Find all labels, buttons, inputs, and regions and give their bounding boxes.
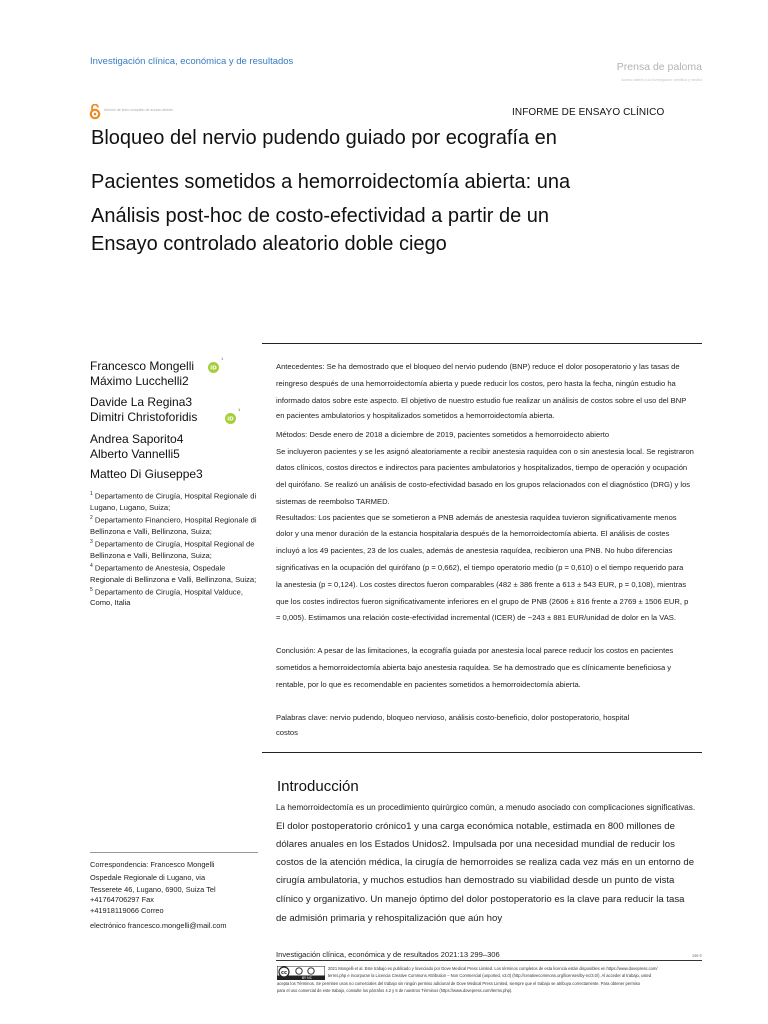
open-access-note: Artículo de texto completo de acceso abierto (104, 108, 174, 112)
article-title-line: Bloqueo del nervio pudendo guiado por ecografía en (91, 127, 557, 149)
abstract-line: la anestesia (p = 0,124). Los costes directos fueron comparables (482 ± 386 frente a 613 ± 543 EUR, p = 0,108), mientras (276, 580, 687, 589)
abstract-line: rentable, por lo que es recomendable en pacientes sometidos a hemorroidectomía abierta. (276, 680, 581, 689)
intro-line: La hemorroidectomía es un procedimiento quirúrgico común, a menudo asociado con complicaciones significativas. (276, 803, 696, 812)
license-line: para el uso comercial de este trabajo, consulte los párrafos 4.2 y 5 de nuestros Términos (https://www.dovepress.com/terms.php). (277, 988, 513, 993)
abstract-line: que los costes indirectos fueron significativamente inferiores en el grupo de PNB (2606 ± 816 frente a 2769 ± 1506 EUR, p (276, 597, 689, 606)
abstract-line: incluyó a los 49 pacientes, 23 de los cuales, además de anestesia raquídea, recibieron una PNB. No hubo diferencias (276, 546, 673, 555)
author-name: Davide La Regina3 (90, 395, 193, 409)
intro-line: dólares anuales en los Estados Unidos2. Impulsada por una necesidad mundial de reducir los (276, 839, 675, 850)
journal-name[interactable]: Investigación clínica, económica y de resultados (90, 56, 294, 67)
creative-commons-icon[interactable] (277, 966, 325, 980)
section-heading: Introducción (277, 778, 359, 795)
author-name: Andrea Saporito4 (90, 432, 184, 446)
publisher-name: Prensa de paloma (616, 61, 702, 73)
svg-text:iD: iD (227, 416, 234, 423)
affiliation-5: $^5$ Departamento de Cirugía, Hospital Valduce, Como, Italia (90, 586, 243, 608)
orcid-icon[interactable] (208, 362, 219, 373)
abstract-top-rule (262, 343, 702, 344)
affiliations (90, 489, 260, 609)
author-superscript: 1 (238, 407, 241, 412)
intro-line: clínico y organizativo. Un manejo óptimo del dolor postoperatorio es la clave para reducir la tasa (276, 894, 685, 905)
intro-line: costos de la atención médica, la cirugía de hemorroides se realiza cada vez más en un entorno de (276, 857, 695, 868)
abstract-line: en pacientes ambulatorios y hospitalizados sometidos a hemorroidectomía abierta. (276, 411, 555, 420)
abstract-line: sistemas de reembolso TARMED. (276, 497, 390, 506)
keywords-line: Palabras clave: nervio pudendo, bloqueo nervioso, análisis costo-beneficio, dolor postoperatorio, hospital (276, 713, 630, 722)
publisher-subtitle: Acceso abierto a la investigación científica y médica (621, 78, 702, 82)
author-name: Dimitri Christoforidis (90, 410, 198, 424)
abstract-line: del quirófano. Se realizó un análisis de costo-efectividad basado en los grupos relacionados con el diagnóstico (DRG) y los (276, 480, 691, 489)
abstract-line: significativas en la ocupación del quirófano (p = 0,662), el tiempo operatorio medio (p = 0,610) o el tiempo requerido para (276, 563, 684, 572)
license-line: acepta los Términos. Se permiten usos no comerciales del trabajo sin ningún permiso adicional de Dove Medical Press Limited, siempre que el trabajo se atribuya correctamente. Para obtener permiso (277, 981, 641, 986)
intro-line: de admisión primaria y rehospitalización que aún hoy (276, 913, 503, 924)
license-line: 2021 Mongelli et al. Este trabajo es publicado y licenciado por Dove Medical Press Limited. Los términos completos de esta licencia están disponibles en https://www.dovepress.com/ (328, 966, 658, 971)
affiliation-4: $^4$ Departamento de Anestesia, Ospedale Regionale di Bellinzona e Valli, Bellinzona, Suiza; (90, 562, 257, 584)
correspondence-line: +41918119066 Correo (90, 906, 164, 915)
intro-line: El dolor postoperatorio crónico1 y una carga económica notable, estimada en 800 millones de (276, 821, 675, 832)
footer-citation: Investigación clínica, económica y de resultados 2021:13 299–306 (276, 950, 500, 959)
affiliation-2: $^2$ Departamento Financiero, Hospital Regionale di Bellinzona e Valli, Bellinzona, Suiza; (90, 514, 257, 536)
abstract-line: informado datos sobre este aspecto. El objetivo de nuestro estudio fue realizar un análisis de costos sobre el uso del BNP (276, 396, 687, 405)
intro-line: cirugía ambulatoria, y muchos estudios han demostrado su viabilidad desde un punto de vista (276, 875, 675, 886)
affiliation-3: $^3$ Departamento de Cirugía, Hospital Regional de Bellinzona e Valli, Bellinzona, Suiza; (90, 538, 255, 560)
footer-page-mark: 299 © (692, 954, 702, 958)
correspondence-email[interactable]: electrónico francesco.mongelli@mail.com (90, 921, 227, 930)
author-superscript: 1 (221, 356, 224, 361)
open-access-icon (88, 104, 102, 120)
license-line: terms.php e incorporan la Licencia Creative Commons Attribution – Non Commercial (unported, v3.0) (http://creativecommons.org/licenses/by-nc/3.0/). Al acceder al trabajo, usted (328, 973, 652, 978)
article-title-line: Pacientes sometidos a hemorroidectomía abierta: una (91, 171, 571, 193)
article-title-line: Ensayo controlado aleatorio doble ciego (91, 233, 447, 255)
abstract-line: sometidos a hemorroidectomía abierta bajo anestesia raquídea. Se ha demostrado que es clínicamente beneficiosa y (276, 663, 672, 672)
abstract-line: Conclusión: A pesar de las limitaciones, la ecografía guiada por anestesia local parece reducir los costos en pacientes (276, 646, 674, 655)
abstract-line: = 0,005). Estimamos una relación coste-efectividad incremental (ICER) de −243 ± 881 EUR/unidad de dolor en la VAS. (276, 613, 676, 622)
abstract-line: reingreso después de una hemorroidectomía abierta y puede reducir los costos, pero hasta la fecha, ningún estudio ha (276, 379, 676, 388)
correspondence-line: Correspondencia: Francesco Mongelli (90, 860, 215, 869)
abstract-line: Antecedentes: Se ha demostrado que el bloqueo del nervio pudendo (BNP) reduce el dolor posoperatorio y las tasas de (276, 362, 680, 371)
svg-text:iD: iD (210, 365, 217, 372)
abstract-bottom-rule (262, 752, 702, 753)
correspondence-line: +41764706297 Fax (90, 895, 154, 904)
report-type: INFORME DE ENSAYO CLÍNICO (512, 107, 665, 118)
article-title-line: Análisis post-hoc de costo-efectividad a partir de un (91, 205, 550, 227)
author-name: Francesco Mongelli (90, 359, 195, 373)
author-name: Alberto Vannelli5 (90, 447, 180, 461)
orcid-icon[interactable] (225, 413, 236, 424)
correspondence-rule (90, 852, 258, 853)
cc-badge-label: BY NC (301, 976, 313, 980)
keywords-line: costos (276, 728, 298, 737)
abstract-line: Métodos: Desde enero de 2018 a diciembre de 2019, pacientes sometidos a hemorroidecto abierto (276, 430, 610, 439)
abstract-line: Se incluyeron pacientes y se les asignó aleatoriamente a recibir anestesia raquídea con o sin anestesia local. Se registraron (276, 447, 694, 456)
author-name: Matteo Di Giuseppe3 (90, 467, 203, 481)
footer-rule (276, 960, 702, 961)
abstract-line: Resultados: Los pacientes que se sometieron a PNB además de anestesia raquídea tuvieron significativamente menos (276, 513, 677, 522)
abstract-line: dolor y una menor duración de la estancia hospitalaria después de la hemorroidectomía abierta. El análisis de costes (276, 529, 670, 538)
svg-text:cc: cc (281, 970, 287, 976)
affiliation-1: $^1$ Departamento de Cirugía, Hospital Regionale di Lugano, Lugano, Suiza; (90, 491, 257, 512)
abstract-line: datos clínicos, costos directos e indirectos para pacientes ambulatorios y hospitalizados, tiempo de operación y ocupación (276, 463, 688, 472)
correspondence-line: Tesserete 46, Lugano, 6900, Suiza Tel (90, 885, 216, 894)
author-name: Máximo Lucchelli2 (90, 374, 189, 388)
correspondence-line: Ospedale Regionale di Lugano, via (90, 873, 206, 882)
